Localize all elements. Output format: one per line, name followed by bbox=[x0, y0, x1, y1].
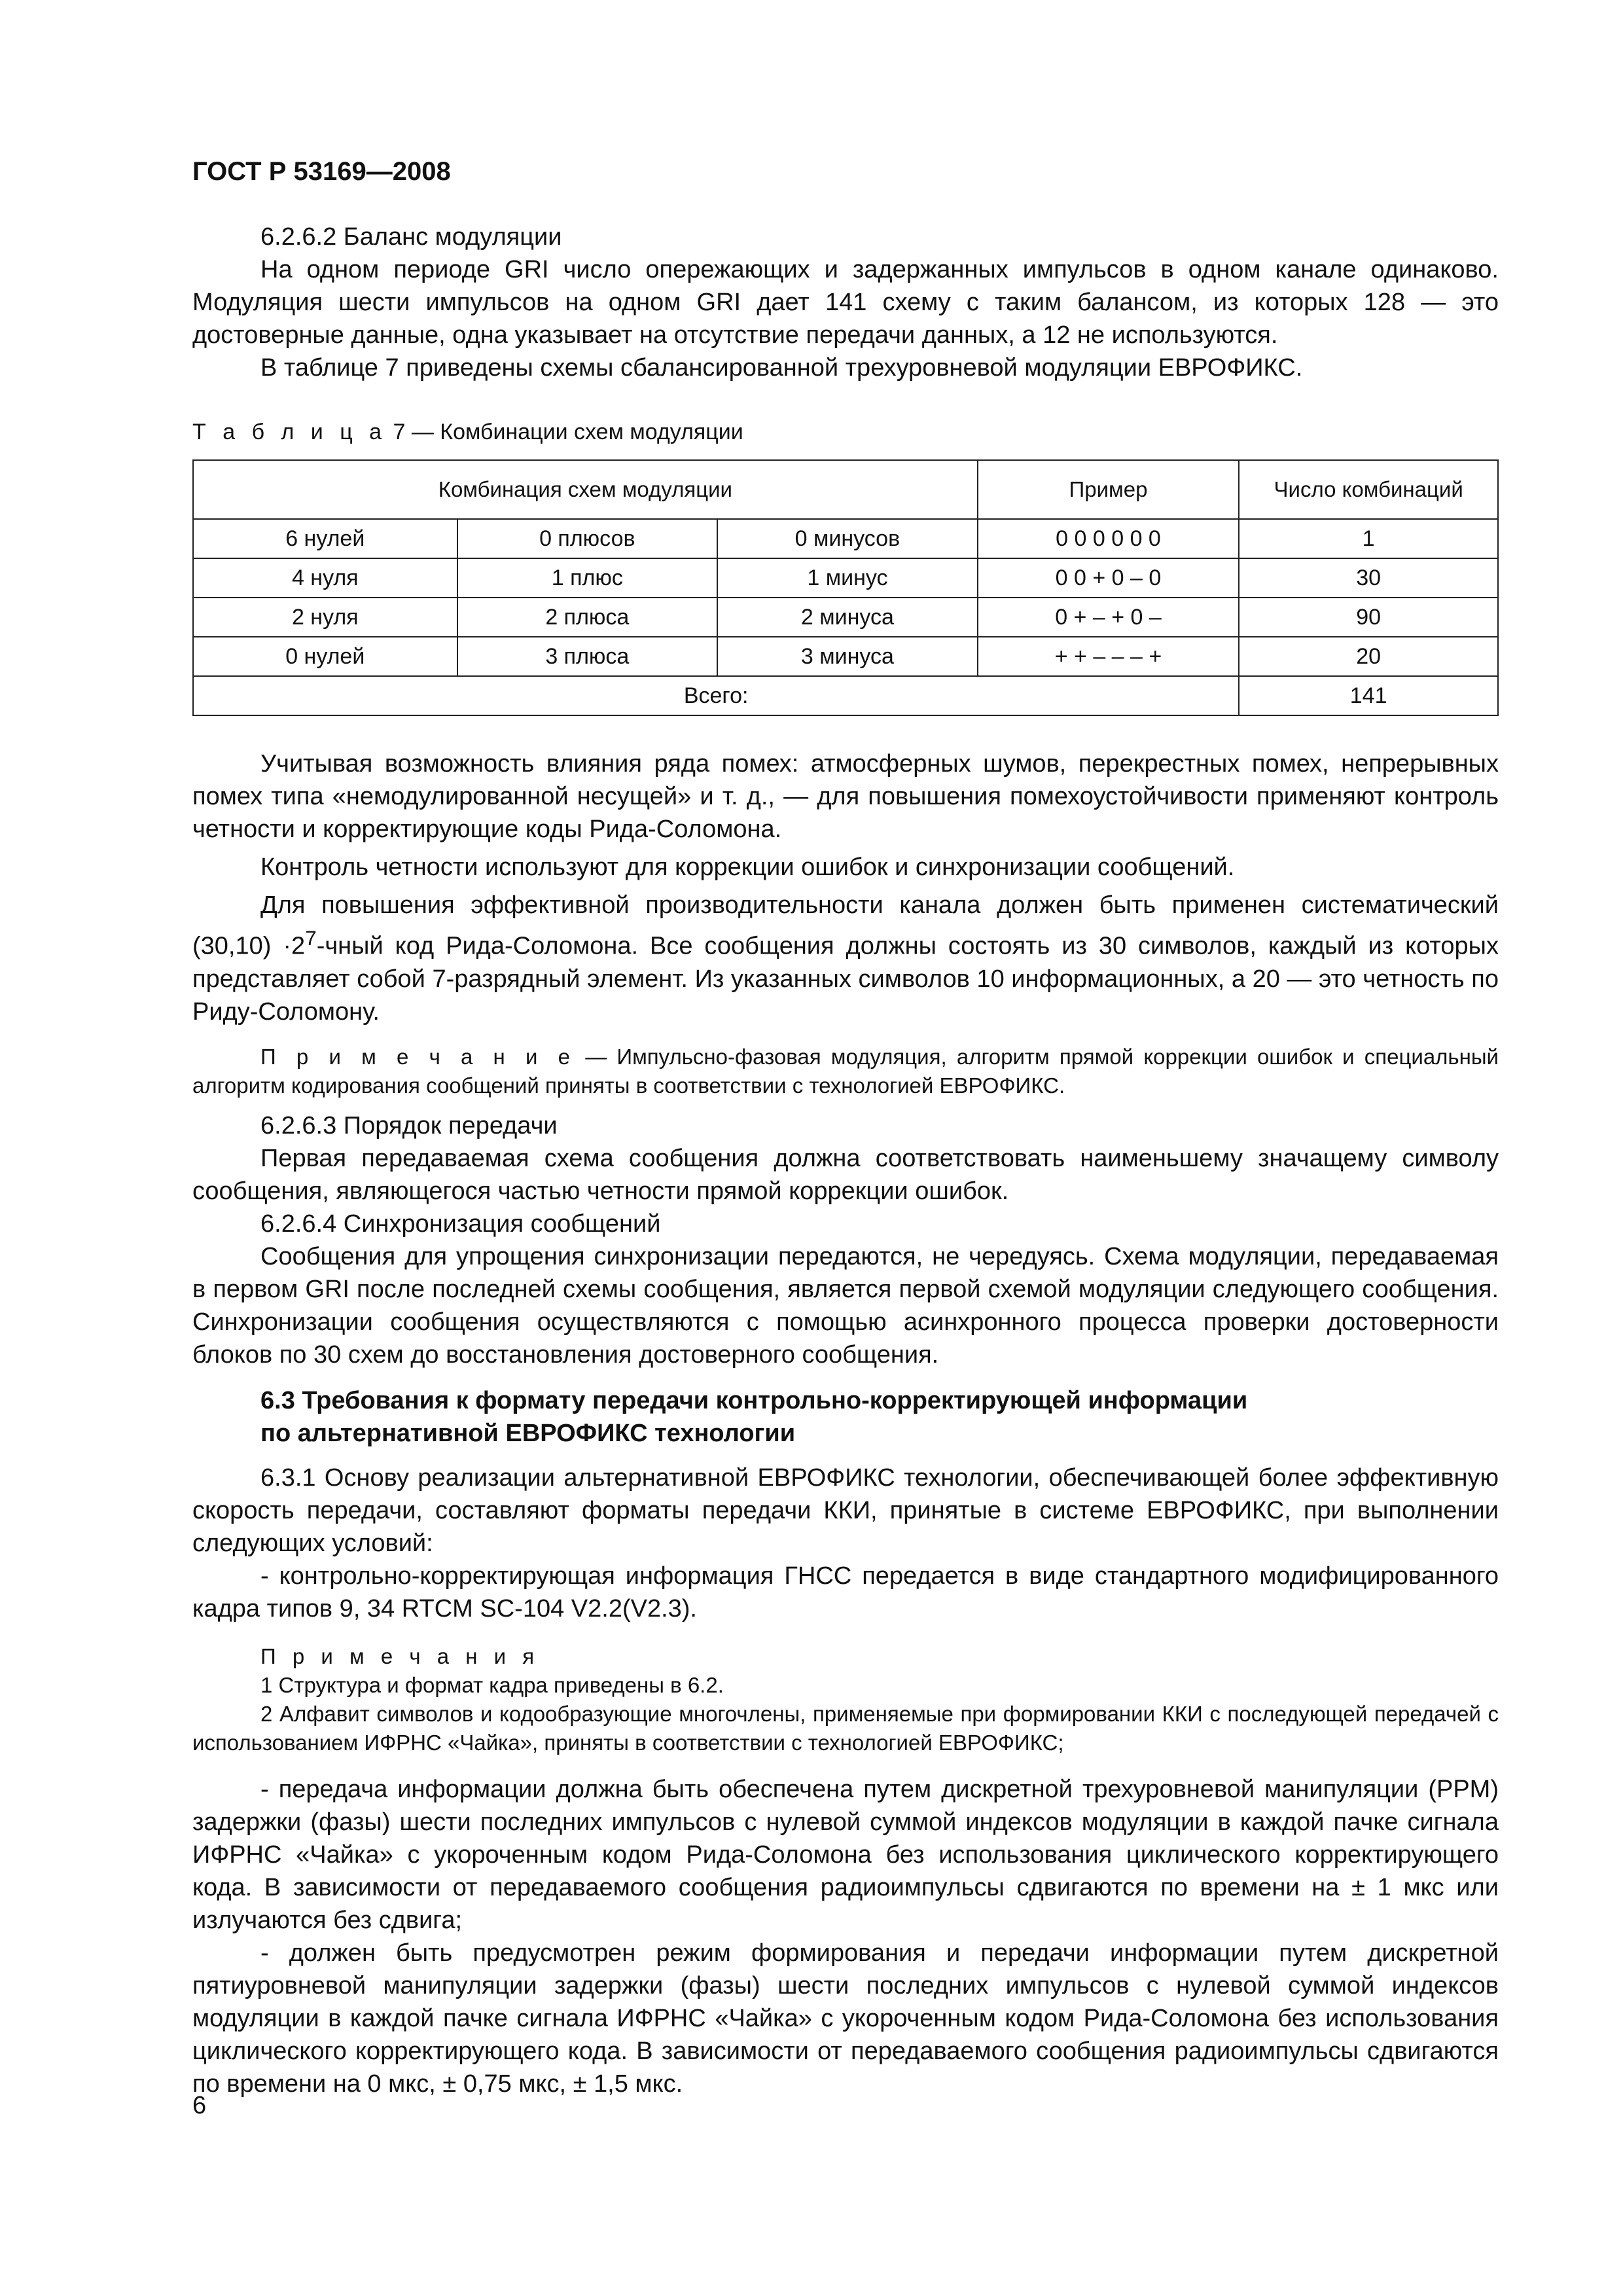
table-cell: 90 bbox=[1239, 598, 1498, 637]
table-total-label: Всего: bbox=[193, 676, 1239, 715]
table-cell: 2 нуля bbox=[193, 598, 457, 637]
table-cell: 0 0 + 0 – 0 bbox=[978, 558, 1240, 598]
section-6-2-6-3-heading: 6.2.6.3 Порядок передачи bbox=[260, 1111, 558, 1139]
paragraph-parity: Контроль четности используют для коррекции ошибок и синхронизации сообщений. bbox=[260, 853, 1235, 881]
condition-five-level: - должен быть предусмотрен режим формирования и передачи информации путем дискретной пятиуровневой манипуляции задержки (фазы) шести последних импульсов с нулевой суммой индексов модуляции в каждой пачке сигнала ИФРНС «Чайка» с укороченным кодом Рида-Соломона без использования циклического корректирующего кода. В зависимости от передаваемого сообщения радиоимпульсы сдвигаются по времени на 0 мкс, ± 0,75 мкс, ± 1,5 мкс. bbox=[192, 1939, 1499, 2098]
section-6-2-6-2-paragraph-2: В таблице 7 приведены схемы сбалансированной трехуровневой модуляции ЕВРОФИКС. bbox=[260, 354, 1303, 382]
paragraph-interference: Учитывая возможность влияния ряда помех: атмосферных шумов, перекрестных помех, непрерывных помех типа «немодулированной несущей» и т. д., — для повышения помехоустойчивости применяют контроль четности и корректирующие коды Рида-Соломона. bbox=[192, 750, 1499, 843]
table-cell: 1 bbox=[1239, 519, 1498, 558]
table-cell: 0 плюсов bbox=[457, 519, 718, 558]
table-cell: 3 минуса bbox=[717, 637, 978, 676]
table-cell: 2 минуса bbox=[717, 598, 978, 637]
notes-label-text: П р и м е ч а н и я bbox=[260, 1643, 540, 1668]
table-header-row bbox=[193, 460, 1498, 519]
table-cell: 2 плюса bbox=[457, 598, 718, 637]
note-text: — Импульсно-фазовая модуляция, алгоритм прямой коррекции ошибок и специальный алгоритм кодирования сообщений приняты в соответствии с технологией ЕВРОФИКС. bbox=[192, 1044, 1499, 1098]
section-6-2-6-4-heading: 6.2.6.4 Синхронизация сообщений bbox=[260, 1210, 661, 1238]
section-6-2-6-3-paragraph: Первая передаваемая схема сообщения должна соответствовать наименьшему значащему символу сообщения, являющегося частью четности прямой коррекции ошибок. bbox=[192, 1144, 1499, 1205]
table-cell: 20 bbox=[1239, 637, 1498, 676]
table-total-row bbox=[193, 676, 1498, 715]
section-6-3-title-line-2: по альтернативной ЕВРОФИКС технологии bbox=[260, 1419, 796, 1447]
exponent: 7 bbox=[305, 926, 317, 950]
section-6-3-title-line-1: 6.3 Требования к формату передачи контрольно-корректирующей информации bbox=[260, 1386, 1248, 1414]
table-caption-text: 7 — Комбинации схем модуляции bbox=[387, 420, 743, 444]
table-header-cell: Пример bbox=[978, 460, 1240, 519]
table-cell: 3 плюса bbox=[457, 637, 718, 676]
table-cell: 0 нулей bbox=[193, 637, 457, 676]
document-page bbox=[192, 157, 1499, 2100]
note-2: 2 Алфавит символов и кодообразующие многочлены, применяемые при формировании ККИ с последующей передачей с использованием ИФРНС «Чайка», приняты в соответствии с технологией ЕВРОФИКС; bbox=[192, 1701, 1499, 1755]
document-header: ГОСТ Р 53169—2008 bbox=[192, 157, 451, 186]
table-cell: 1 плюс bbox=[457, 558, 718, 598]
note-modulation bbox=[192, 1043, 1499, 1100]
paragraph-reed-solomon-part-1: Для повышения эффективной производительности канала должен быть применен систематический (30,10) ·2 bbox=[192, 891, 1499, 960]
section-6-2-6-2-heading: 6.2.6.2 Баланс модуляции bbox=[260, 223, 562, 251]
section-6-2-6-4-paragraph: Сообщения для упрощения синхронизации передаются, не чередуясь. Схема модуляции, передаваемая в первом GRI после последней схемы сообщения, является первой схемой модуляции следующего сообщения. Синхронизации сообщения осуществляются с помощью асинхронного процесса проверки достоверности блоков по 30 схем до восстановления достоверного сообщения. bbox=[192, 1242, 1499, 1369]
paragraph-reed-solomon bbox=[192, 889, 1499, 1028]
section-6-3-title bbox=[192, 1384, 1499, 1450]
table-7 bbox=[192, 459, 1499, 716]
table-cell: 0 минусов bbox=[717, 519, 978, 558]
table-row bbox=[193, 558, 1498, 598]
table-header-cell: Комбинация схем модуляции bbox=[193, 460, 978, 519]
section-6-3-1-paragraph: 6.3.1 Основу реализации альтернативной ЕВРОФИКС технологии, обеспечивающей более эффективную скорость передачи, составляют форматы передачи ККИ, принятые в системе ЕВРОФИКС, при выполнении следующих условий: bbox=[192, 1463, 1499, 1557]
condition-three-level: - передача информации должна быть обеспечена путем дискретной трехуровневой манипуляции (PPM) задержки (фазы) шести последних импульсов с нулевой суммой индексов модуляции в каждой пачке сигнала ИФРНС «Чайка» с укороченным кодом Рида-Соломона без использования циклического корректирующего кода. В зависимости от передаваемого сообщения радиоимпульсы сдвигаются по времени на ± 1 мкс или излучаются без сдвига; bbox=[192, 1775, 1499, 1934]
note-1: 1 Структура и формат кадра приведены в 6.2. bbox=[260, 1672, 724, 1697]
note-label: П р и м е ч а н и е bbox=[260, 1044, 575, 1069]
table-row bbox=[193, 519, 1498, 558]
condition-correction-info: - контрольно-корректирующая информация ГНСС передается в виде стандартного модифицированного кадра типов 9, 34 RTCM SC-104 V2.2(V2.3). bbox=[192, 1562, 1499, 1623]
table-caption-prefix: Т а б л и ц а bbox=[192, 420, 387, 444]
table-cell: 30 bbox=[1239, 558, 1498, 598]
table-cell: 1 минус bbox=[717, 558, 978, 598]
page-number: 6 bbox=[192, 2092, 207, 2119]
table-row bbox=[193, 598, 1498, 637]
table-total-value: 141 bbox=[1239, 676, 1498, 715]
table-cell: 0 0 0 0 0 0 bbox=[978, 519, 1240, 558]
table-cell: 6 нулей bbox=[193, 519, 457, 558]
table-7-caption bbox=[192, 420, 1499, 445]
table-cell: + + – – – + bbox=[978, 637, 1240, 676]
notes-label bbox=[192, 1642, 1499, 1671]
table-row bbox=[193, 637, 1498, 676]
table-header-cell: Число комбинаций bbox=[1239, 460, 1498, 519]
section-6-2-6-2-paragraph-1: На одном периоде GRI число опережающих и задержанных импульсов в одном канале одинаково. Модуляция шести импульсов на одном GRI дает 141 схему с таким балансом, из которых 128 — это достоверные данные, одна указывает на отсутствие передачи данных, а 12 не используются. bbox=[192, 256, 1499, 349]
table-cell: 4 нуля bbox=[193, 558, 457, 598]
paragraph-reed-solomon-part-2: -чный код Рида-Соломона. Все сообщения должны состоять из 30 символов, каждый из которых представляет собой 7-разрядный элемент. Из указанных символов 10 информационных, а 20 — это четность по Риду-Соломону. bbox=[192, 932, 1499, 1026]
table-cell: 0 + – + 0 – bbox=[978, 598, 1240, 637]
